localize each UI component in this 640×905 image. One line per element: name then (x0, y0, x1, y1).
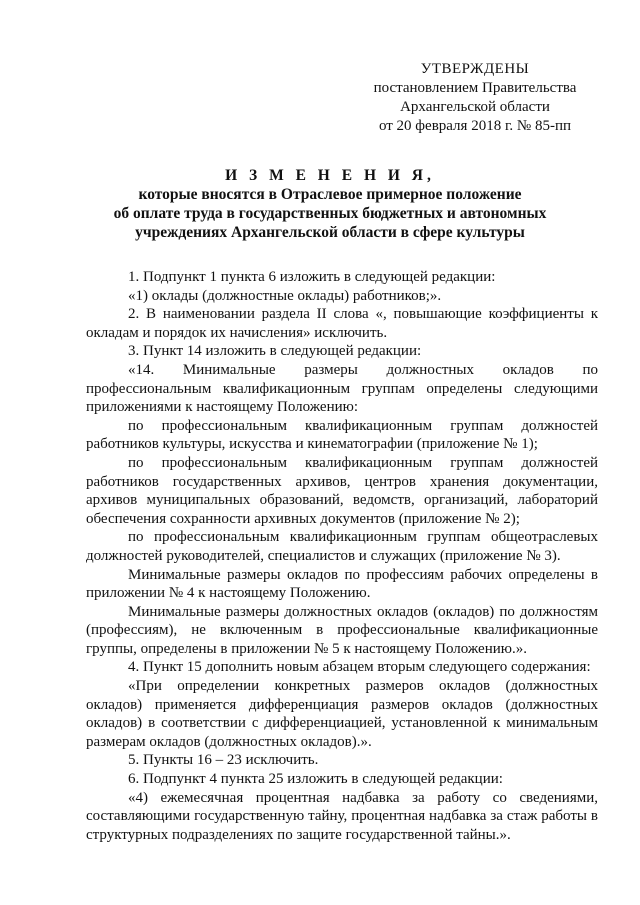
paragraph: 6. Подпункт 4 пункта 25 изложить в следующей редакции: (128, 771, 503, 788)
paragraph: 2. В наименовании раздела II слова «, повышающие коэффициенты к окладам и порядок их начисления» исключить. (86, 306, 598, 341)
paragraph: «14. Минимальные размеры должностных окладов по профессиональным квалификационным группам определены следующими приложениями к настоящему Положению: (86, 361, 598, 416)
paragraph: по профессиональным квалификационным группам должностей работников государственных архивов, центров хранения документации, архивов муниципальных образований, ведомств, организаций, лабораторий обеспечения сохранности архивных документов (приложение № 2); (86, 454, 598, 527)
approval-date: от 20 февраля 2018 г. № 85-пп (378, 118, 572, 134)
title-line: которые вносятся в Отраслевое примерное положение (138, 186, 522, 203)
paragraph: «1) оклады (должностные оклады) работников;». (128, 287, 442, 304)
paragraph: 5. Пункты 16 – 23 исключить. (128, 752, 319, 769)
paragraph: по профессиональным квалификационным группам должностей работников культуры, искусства и кинематографии (приложение № 1); (86, 417, 598, 453)
paragraph: 1. Подпункт 1 пункта 6 изложить в следующей редакции: (128, 269, 496, 285)
paragraph: Минимальные размеры должностных окладов (окладов) по должностям (профессиям), не включенным в профессиональные квалификационные группы, определены в приложении № 5 к настоящему Положению.». (86, 603, 598, 657)
title-line: учреждениях Архангельской области в сфере культуры (135, 224, 525, 241)
approval-line: Архангельской области (400, 99, 550, 115)
approval-block (350, 60, 600, 136)
paragraph: «При определении конкретных размеров окладов (должностных окладов) применяется дифференциация размеров окладов (должностных окладов) в соответствии с дифференциацией, установленной к минимальным размерам окладов (должностных окладов).». (86, 678, 598, 750)
paragraph: Минимальные размеры окладов по профессиям рабочих определены в приложении № 4 к настоящему Положению. (86, 566, 598, 602)
approval-line: постановлением Правительства (373, 80, 577, 96)
document-title (80, 166, 580, 242)
paragraph: «4) ежемесячная процентная надбавка за работу со сведениями, составляющими государственную тайну, процентная надбавка за стаж работы в структурных подразделениях по защите государственной тайны.». (86, 789, 598, 843)
paragraph: 3. Пункт 14 изложить в следующей редакции: (128, 343, 422, 360)
paragraph: по профессиональным квалификационным группам общеотраслевых должностей руководителей, специалистов и служащих (приложение № 3). (86, 529, 598, 564)
paragraph: 4. Пункт 15 дополнить новым абзацем вторым следующего содержания: (128, 659, 591, 676)
title-main: И З М Е Н Е Н И Я, (225, 167, 435, 184)
approval-heading: УТВЕРЖДЕНЫ (420, 61, 530, 77)
document-body (86, 268, 598, 844)
title-line: об оплате труда в государственных бюджетных и автономных (113, 205, 547, 222)
